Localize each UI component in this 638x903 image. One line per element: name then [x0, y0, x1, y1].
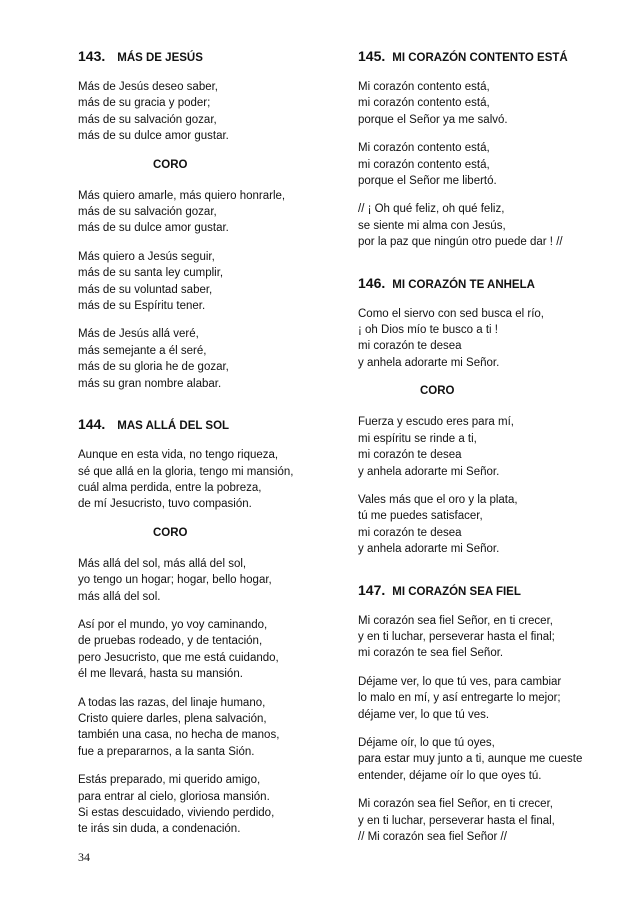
lyric-line: Así por el mundo, yo voy caminando,: [78, 618, 268, 631]
lyric-line: más semejante a él seré,: [78, 344, 207, 357]
stanza: [358, 201, 618, 250]
lyric-line: Mi corazón contento está,: [358, 142, 490, 155]
hymn: [358, 275, 618, 558]
hymn-number: 146.: [358, 274, 386, 291]
lyric-line: porque el Señor me libertó.: [358, 175, 497, 188]
page-number: 34: [78, 850, 90, 864]
stanza: [358, 414, 618, 480]
hymn-heading: [78, 48, 340, 66]
lyric-line: te irás sin duda, a condenación.: [78, 823, 241, 836]
lyric-line: más allá del sol.: [78, 590, 161, 603]
hymn-number: 144.: [78, 416, 106, 433]
stanza: [358, 492, 618, 558]
left-column: [78, 48, 340, 850]
lyric-line: y anhela adorarte mi Señor.: [358, 465, 500, 478]
stanza: [358, 306, 618, 372]
lyric-line: Más allá del sol, más allá del sol,: [78, 557, 247, 570]
song-separator: [78, 404, 340, 416]
lyric-line: mi corazón te desea: [358, 526, 462, 539]
right-column: [358, 48, 618, 857]
lyric-line: y en ti luchar, perseverar hasta el final;: [358, 630, 555, 643]
stanza: [358, 79, 618, 128]
lyric-line: más de su salvación gozar,: [78, 113, 217, 126]
stanza: [358, 140, 618, 189]
hymn: [358, 48, 618, 251]
lyric-line: para estar muy junto a ti, aunque me cueste: [358, 753, 583, 766]
lyric-line: Mi corazón contento está,: [358, 81, 490, 93]
hymn: [78, 48, 340, 392]
lyric-line: déjame ver, lo que tú ves.: [358, 708, 490, 721]
lyric-line: Estás preparado, mi querido amigo,: [78, 774, 261, 787]
lyric-line: mi corazón te desea: [358, 449, 462, 462]
stanza: [78, 249, 340, 315]
lyric-line: Vales más que el oro y la plata,: [358, 493, 518, 506]
stanza: [78, 447, 340, 513]
lyric-line: A todas las razas, del linaje humano,: [78, 696, 266, 709]
song-separator: [358, 263, 618, 275]
lyric-line: más de su Espíritu tener.: [78, 300, 206, 313]
lyric-line: mi corazón te sea fiel Señor.: [358, 647, 504, 660]
hymn-number: 143.: [78, 48, 106, 64]
hymn-number: 147.: [358, 581, 386, 598]
lyric-line: más de su santa ley cumplir,: [78, 267, 224, 280]
hymn-title: MI CORAZÓN CONTENTO ESTÁ: [392, 52, 568, 64]
lyric-line: lo malo en mí, y así entregarte lo mejor;: [358, 692, 561, 705]
chorus-label: CORO: [153, 526, 188, 539]
lyric-line: y anhela adorarte mi Señor.: [358, 356, 500, 369]
lyric-line: tú me puedes satisfacer,: [358, 510, 483, 523]
lyric-line: Fuerza y escudo eres para mí,: [358, 416, 514, 429]
stanza: [78, 556, 340, 605]
lyric-line: y en ti luchar, perseverar hasta el final,: [358, 814, 555, 827]
lyric-line: porque el Señor ya me salvó.: [358, 113, 508, 126]
hymn-title: MI CORAZÓN SEA FIEL: [392, 585, 521, 598]
lyric-line: se siente mi alma con Jesús,: [358, 219, 506, 232]
stanza: [78, 326, 340, 392]
hymn-heading: [358, 582, 618, 600]
lyric-line: mi espíritu se rinde a ti,: [358, 432, 477, 445]
lyric-line: más de su voluntad saber,: [78, 283, 213, 296]
lyric-line: él me llevará, hasta su mansión.: [78, 668, 243, 681]
lyric-line: Más de Jesús allá veré,: [78, 328, 199, 341]
lyric-line: para entrar al cielo, gloriosa mansión.: [78, 790, 270, 803]
stanza: [78, 772, 340, 838]
stanza: [358, 613, 618, 662]
hymn-heading: [78, 416, 340, 434]
lyric-line: pero Jesucristo, que me está cuidando,: [78, 651, 279, 664]
lyric-line: // ¡ Oh qué feliz, oh qué feliz,: [358, 203, 505, 216]
lyric-line: // Mi corazón sea fiel Señor //: [358, 831, 507, 843]
lyric-line: cuál alma perdida, entre la pobreza,: [78, 481, 262, 494]
lyric-line: Más quiero amarle, más quiero honrarle,: [78, 189, 286, 202]
lyric-line: Déjame oír, lo que tú oyes,: [358, 736, 495, 749]
lyric-line: sé que allá en la gloria, tengo mi mansión,: [78, 465, 294, 478]
lyric-line: fue a prepararnos, a la santa Sión.: [78, 745, 255, 758]
lyric-line: mi corazón contento está,: [358, 97, 490, 110]
hymn-heading: [358, 48, 618, 66]
lyric-line: Mi corazón sea fiel Señor, en ti crecer,: [358, 798, 553, 811]
lyric-line: más su gran nombre alabar.: [78, 377, 222, 390]
lyric-line: y anhela adorarte mi Señor.: [358, 543, 500, 556]
lyric-line: más de su gracia y poder;: [78, 97, 211, 110]
lyric-line: Si estas descuidado, viviendo perdido,: [78, 807, 275, 819]
lyric-line: mi corazón contento está,: [358, 158, 490, 171]
stanza: [78, 188, 340, 237]
stanza: [78, 617, 340, 683]
lyric-line: Mi corazón sea fiel Señor, en ti crecer,: [358, 614, 553, 627]
lyric-line: por la paz que ningún otro puede dar ! //: [358, 236, 563, 249]
stanza: [78, 79, 340, 145]
lyric-line: de mí Jesucristo, tuvo compasión.: [78, 498, 252, 511]
lyric-line: más de su gloria he de gozar,: [78, 361, 229, 374]
lyric-line: ¡ oh Dios mío te busco a ti !: [358, 324, 498, 337]
lyric-line: de pruebas rodeado, y de tentación,: [78, 635, 263, 648]
lyric-line: más de su dulce amor gustar.: [78, 130, 229, 143]
lyric-line: yo tengo un hogar; hogar, bello hogar,: [78, 574, 272, 587]
hymn-title: MAS ALLÁ DEL SOL: [117, 420, 230, 433]
chorus-label: CORO: [153, 158, 188, 171]
lyric-line: Aunque en esta vida, no tengo riqueza,: [78, 449, 279, 462]
lyric-line: también una casa, no hecha de manos,: [78, 729, 280, 742]
lyric-line: Déjame ver, lo que tú ves, para cambiar: [358, 675, 562, 688]
lyric-line: entender, déjame oír lo que oyes tú.: [358, 769, 542, 782]
hymn-number: 145.: [358, 48, 386, 64]
stanza: [358, 796, 618, 845]
lyric-line: Más quiero a Jesús seguir,: [78, 250, 215, 263]
chorus-label: CORO: [420, 385, 455, 398]
lyric-line: Más de Jesús deseo saber,: [78, 81, 218, 93]
song-separator: [358, 570, 618, 582]
lyric-line: Cristo quiere darles, plena salvación,: [78, 712, 267, 725]
stanza: [78, 695, 340, 761]
hymn: [78, 416, 340, 838]
lyric-line: mi corazón te desea: [358, 340, 462, 353]
hymn-title: MÁS DE JESÚS: [117, 52, 203, 64]
lyric-line: más de su dulce amor gustar.: [78, 222, 229, 235]
hymn-title: MI CORAZÓN TE ANHELA: [392, 278, 535, 291]
lyric-line: Como el siervo con sed busca el río,: [358, 307, 545, 320]
hymn: [358, 582, 618, 846]
hymn-heading: [358, 275, 618, 293]
lyric-line: más de su salvación gozar,: [78, 206, 217, 219]
stanza: [358, 674, 618, 723]
stanza: [358, 735, 618, 784]
